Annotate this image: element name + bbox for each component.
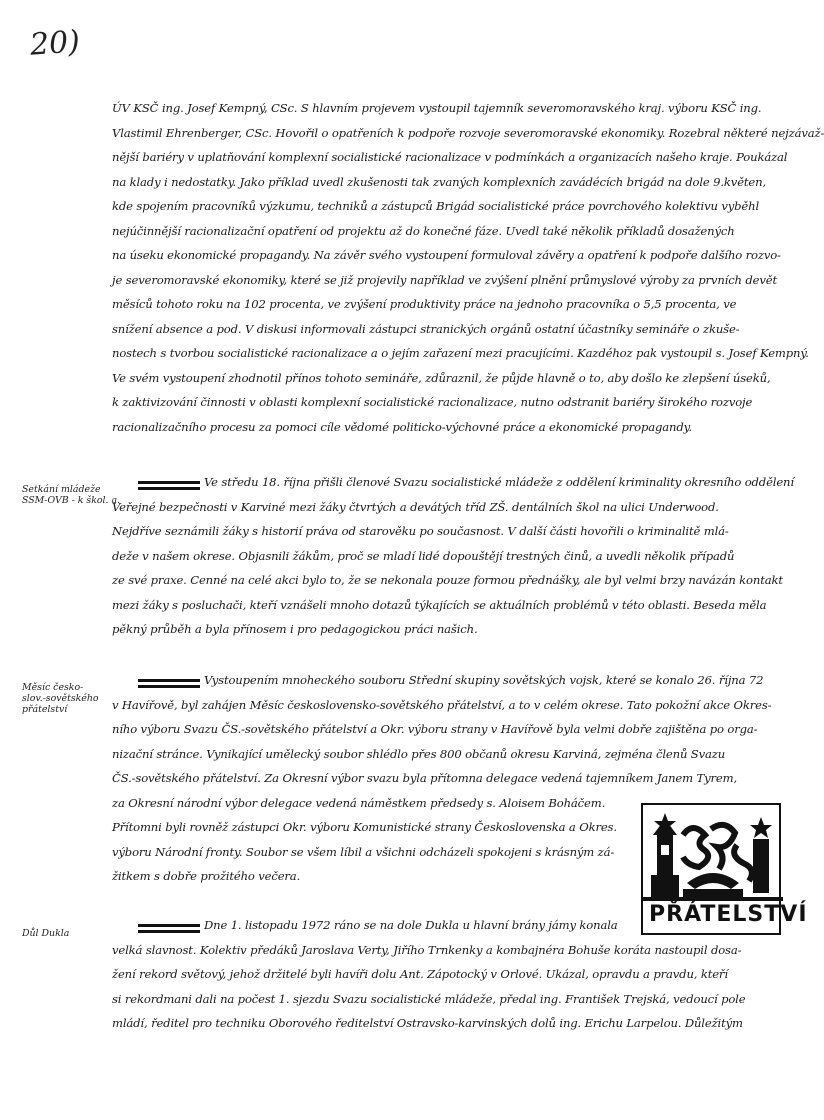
margin-note-line: slov.-sovětského: [22, 693, 99, 704]
margin-note-line: Setkání mládeže: [22, 484, 101, 495]
text-line: velká slavnost. Kolektiv předáků Jaroslava Verty, Jiřího Trnkenky a kombajnéra Bohuše koráta nastoupil dosa-: [112, 942, 742, 957]
text-line: výboru Národní fronty. Soubor se všem líbil a všichni odcházeli spokojeni s krásným zá-: [112, 844, 615, 859]
text-line: nizační stránce. Vynikající umělecký soubor shlédlo přes 800 občanů okresu Karviná, zejména členů Svazu: [112, 746, 726, 761]
text-line: ního výboru Svazu ČS.-sovětského přátelství a Okr. výboru strany v Havířově byla velmi dobře zajištěna po orga-: [112, 722, 758, 736]
paragraph-youth-meeting: [112, 470, 792, 642]
text-line: je severomoravské ekonomiky, které se již projevily například ve zvýšení plnění průmyslové výroby za prvních devět: [112, 272, 778, 287]
text-line: mezi žáky s posluchači, kteří vznášeli mnoho dotazů týkajících se aktuálních problémů v této oblasti. Beseda měla: [112, 597, 767, 612]
text-line: Vystoupením mnoheckého souboru Střední skupiny sovětských vojsk, které se konalo 26. října 72: [204, 673, 764, 687]
text-line: za Okresní národní výbor delegace vedená náměstkem předsedy s. Aloisem Boháčem.: [112, 795, 606, 810]
text-line: nější bariéry v uplatňování komplexní socialistické racionalizace v podmínkách a organizacích našeho kraje. Poukázal: [112, 150, 788, 164]
margin-note-line: Důl Dukla: [22, 928, 70, 939]
text-line: nostech s tvorbou socialistické racionalizace a o jejím zařazení mezi pracujícími. Kazdéhoz pak vystoupil s. Josef Kempný.: [112, 346, 809, 360]
text-line: ÚV KSČ ing. Josef Kempný, CSc. S hlavním projevem vystoupil tajemník severomoravského kraj. výboru KSČ ing.: [112, 101, 762, 115]
paragraph-dukla-mine: [112, 913, 792, 1036]
text-line: žení rekord světový, jehož držitelé byli havíři dolu Ant. Zápotocký v Orlové. Ukázal, opravdu a pravdu, kteří: [112, 967, 728, 981]
text-line: Ve středu 18. října přišli členové Svazu socialistické mládeže z oddělení kriminality okresního oddělení: [204, 475, 794, 489]
text-line: na úseku ekonomické propagandy. Na závěr svého vystoupení formuloval závěry a opatření k podpoře dalšího rozvo-: [112, 248, 781, 262]
text-line: nejúčinnější racionalizační opatření od projektu až do konečné fáze. Uvedl také několik příkladů dosažených: [112, 223, 735, 238]
margin-note-line: Měsíc česko-: [22, 682, 84, 693]
text-line: snížení absence a pod. V diskusi informovali zástupci stranických orgánů ostatní účastníky semináře o zkuše-: [112, 321, 740, 336]
text-line: si rekordmani dali na počest 1. sjezdu Svazu socialistické mládeže, předal ing. František Trejská, vedoucí pole: [112, 991, 746, 1006]
text-line: Ve svém vystoupení zhodnotil přínos tohoto semináře, zdůraznil, že půjde hlavně o to, aby došlo ke zlepšení úseků,: [112, 370, 771, 385]
text-line: racionalizačního procesu za pomoci cíle vědomé politicko-výchovné práce a ekonomické propagandy.: [112, 419, 693, 434]
margin-note-line: SSM-OVB - k škol. a.: [22, 495, 121, 506]
stamp-word: PŘÁTELSTVÍ: [649, 902, 808, 927]
text-line: ze své praxe. Cenné na celé akci bylo to, že se nekonala pouze formou přednášky, ale byl velmi brzy navázán kontakt: [112, 573, 783, 587]
text-line: kde spojením pracovníků výzkumu, techniků a zástupců Brigád socialistické práce povrchového kolektivu vyběhl: [112, 199, 759, 213]
text-line: k zaktivizování činnosti v oblasti komplexní socialistické racionalizace, nutno odstranit bariéry širokého rozvoje: [112, 395, 753, 409]
text-line: Nejdříve seznámili žáky s historií práva od starověku po současnost. V další části hovořili o kriminalitě mlá-: [112, 524, 729, 538]
paragraph-political-seminar: [112, 96, 824, 439]
text-line: Veřejné bezpečnosti v Karviné mezi žáky čtvrtých a devátých tříd ZŠ. dentálních škol na ulici Underwood.: [112, 499, 719, 514]
text-line: ČS.-sovětského přátelství. Za Okresní výbor svazu byla přítomna delegace vedená tajemníkem Janem Tyrem,: [112, 771, 737, 785]
text-line: žitkem s dobře prožitého večera.: [112, 869, 301, 883]
margin-note-line: přátelství: [22, 704, 68, 715]
text-line: pěkný průběh a byla přínosem i pro pedagogickou práci našich.: [112, 622, 478, 636]
text-line: mládí, ředitel pro techniku Oborového ředitelství Ostravsko-karvinských dolů ing. Erichu Larpelou. Důležitým: [112, 1016, 743, 1030]
text-line: Vlastimil Ehrenberger, CSc. Hovořil o opatřeních k podpoře rozvoje severomoravské ekonomiky. Rozebral některé nejzávaž-: [112, 125, 824, 140]
text-line: Dne 1. listopadu 1972 ráno se na dole Dukla u hlavní brány jámy konala: [204, 918, 618, 932]
page-number: 20): [28, 24, 82, 63]
text-line: Přítomni byli rovněž zástupci Okr. výboru Komunistické strany Československa a Okres.: [112, 820, 617, 834]
text-line: měsíců tohoto roku na 102 procenta, ve zvýšení produktivity práce na jednoho pracovníka o 5,5 procenta, ve: [112, 297, 737, 311]
text-line: deže v našem okrese. Objasnili žákům, proč se mladí lidé dopouštějí trestných činů, a uvedli několik případů: [112, 548, 735, 563]
text-line: na klady i nedostatky. Jako příklad uvedl zkušenosti tak zvaných komplexních zavádécích brigád na dole 9.květen,: [112, 174, 766, 189]
text-line: v Havířově, byl zahájen Měsíc československo-sovětského přátelství, a to v celém okrese. Tato pokožní akce Okres-: [112, 697, 772, 712]
